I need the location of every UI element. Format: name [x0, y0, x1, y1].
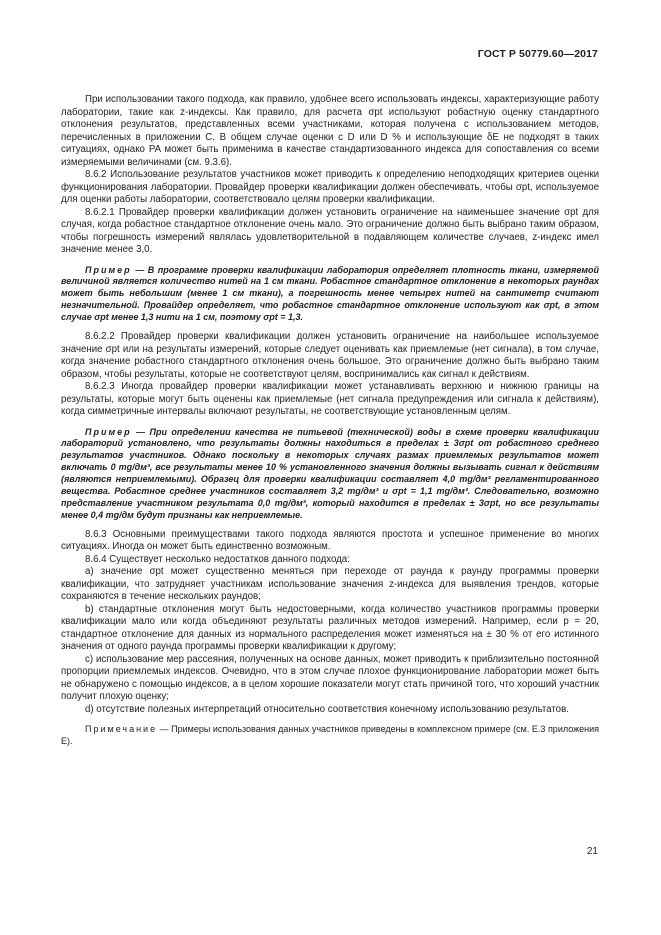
example-1	[61, 265, 599, 325]
paragraph-8-6-2-2: 8.6.2.2 Провайдер проверки квалификации должен установить ограничение на наибольшее используемое значение σpt или на результаты измерений, которые следует оценивать как приемлемые (нет сигнала), в том случае, когда значение робастного стандартного отклонения очень большое. Это ограничение должно быть выбрано таким образом, чтобы результаты, которые не соответствуют целям, воспринимались как сигнал к действиям.	[61, 331, 599, 380]
paragraph-8-6-3: 8.6.3 Основными преимуществами такого подхода являются простота и успешное применение во многих ситуациях. Иногда он может быть единственно возможным.	[61, 528, 599, 553]
list-item-a: a) значение σpt может существенно меняться при переходе от раунда к раунду программы проверки квалификации, что затрудняет участникам использование значения z-индекса для выявления трендов, которые сохраняются в течение нескольких раундов;	[61, 566, 599, 603]
example-1-text: — В программе проверки квалификации лаборатория определяет плотность ткани, измеряемой величиной является количество нитей на 1 см ткани. Робастное стандартное отклонение в некоторых раундах может быть небольшим (менее 1 см ткани), а погрешность менее четырех нитей на сантиметр считают незначительной. Провайдер определяет, что робастное стандартное отклонение используют как σpt, в этом случае σpt менее 1,3 нити на 1 см, поэтому σpt = 1,3.	[61, 264, 599, 323]
page-number: 21	[586, 846, 598, 857]
list-item-c: c) использование мер рассеяния, полученных на основе данных, может приводить к приблизительно постоянной пропорции приемлемых индексов. Очевидно, что в этом случае плохое функционирование лаборатории может быть не обнаружено с помощью индексов, а в целом хорошие показатели могут стать причиной того, что хороший участник получит плохую оценку;	[61, 653, 599, 703]
paragraph-8-6-2-1: 8.6.2.1 Провайдер проверки квалификации должен установить ограничение на наименьшее значение σpt для случая, когда робастное стандартное отклонение очень мало. Это ограничение должно быть выбрано таким образом, чтобы погрешность измерений являлась удовлетворительной в подавляющем количестве случаев, z-индекс имел значение менее 3,0.	[61, 206, 599, 255]
paragraph-8-6-2-3: 8.6.2.3 Иногда провайдер проверки квалификации может устанавливать верхнюю и нижнюю границы на результаты, которые могут быть оценены как приемлемые (нет сигнала предупреждения или сигнала к действиям), когда симметричные интервалы включают результаты, не соответствующие установленным целям.	[61, 381, 599, 418]
paragraph-intro: При использовании такого подхода, как правило, удобнее всего использовать индексы, характеризующие работу лаборатории, такие как z-индексы. Как правило, для расчета σpt используют робастную оценку стандартного отклонения результатов, представленных всеми участниками, которая получена с использованием методов, перечисленных в приложении С. В общем случае оценки с D или D % и использующие δE не подходят в таких ситуациях, однако PA может быть применима в качестве стандартизованного индекса для сопоставления со всеми измеряемыми величинами (см. 9.3.6).	[61, 94, 599, 168]
document-body	[61, 94, 599, 748]
list-item-b: b) стандартные отклонения могут быть недостоверными, когда количество участников программы проверки квалификации мало или когда объединяют результаты различных методов измерений. Например, если p = 20, стандартное отклонение для данных из нормального распределения может изменяться на ± 30 % от его истинного значения от одного раунда программы проверки квалификации к другому;	[61, 603, 599, 653]
note-text: — Примеры использования данных участников приведены в комплексном примере (см. Е.3 приложения Е).	[61, 724, 599, 747]
paragraph-8-6-4: 8.6.4 Существует несколько недостатков данного подхода:	[85, 553, 350, 565]
paragraph-8-6-2: 8.6.2 Использование результатов участников может приводить к определению неподходящих критериев оценки функционирования лаборатории. Провайдер проверки квалификации должен обеспечивать, чтобы σpt, используемое для оценки работы лаборатории, соответствовало целям проверки квалификации.	[61, 169, 599, 205]
example-2-text: — При определении качества не питьевой (технической) воды в схеме проверки квалификации лабораторий установлено, что результаты должны находиться в пределах ± 3σpt от робастного среднего результатов участников. Однако поскольку в некоторых случаях размах приемлемых результатов может включать 0 mg/дм³, все результаты менее 10 % установленного значения должны вызывать сигнал к действиям (являются неприемлемыми). Образец для проверки квалификации составляет 4,0 mg/дм³ регламентированного вещества. Робастное среднее участников составляет 3,2 mg/дм³ и σpt = 1,1 mg/дм³. Следовательно, возможно представление участником результата 0,0 mg/дм³, который находится в пределах ± 3σpt, но все результаты менее 0,4 mg/дм будут признаны как неприемлемые.	[61, 426, 599, 520]
document-header: ГОСТ Р 50779.60—2017	[477, 48, 598, 60]
example-1-label: Пример	[85, 264, 132, 275]
list-item-d: d) отсутствие полезных интерпретаций относительно соответствия конечному использованию результатов.	[85, 703, 569, 715]
note-label: Примечание	[85, 724, 158, 735]
example-2	[61, 427, 599, 522]
example-2-label: Пример	[85, 426, 132, 437]
note	[61, 724, 599, 748]
